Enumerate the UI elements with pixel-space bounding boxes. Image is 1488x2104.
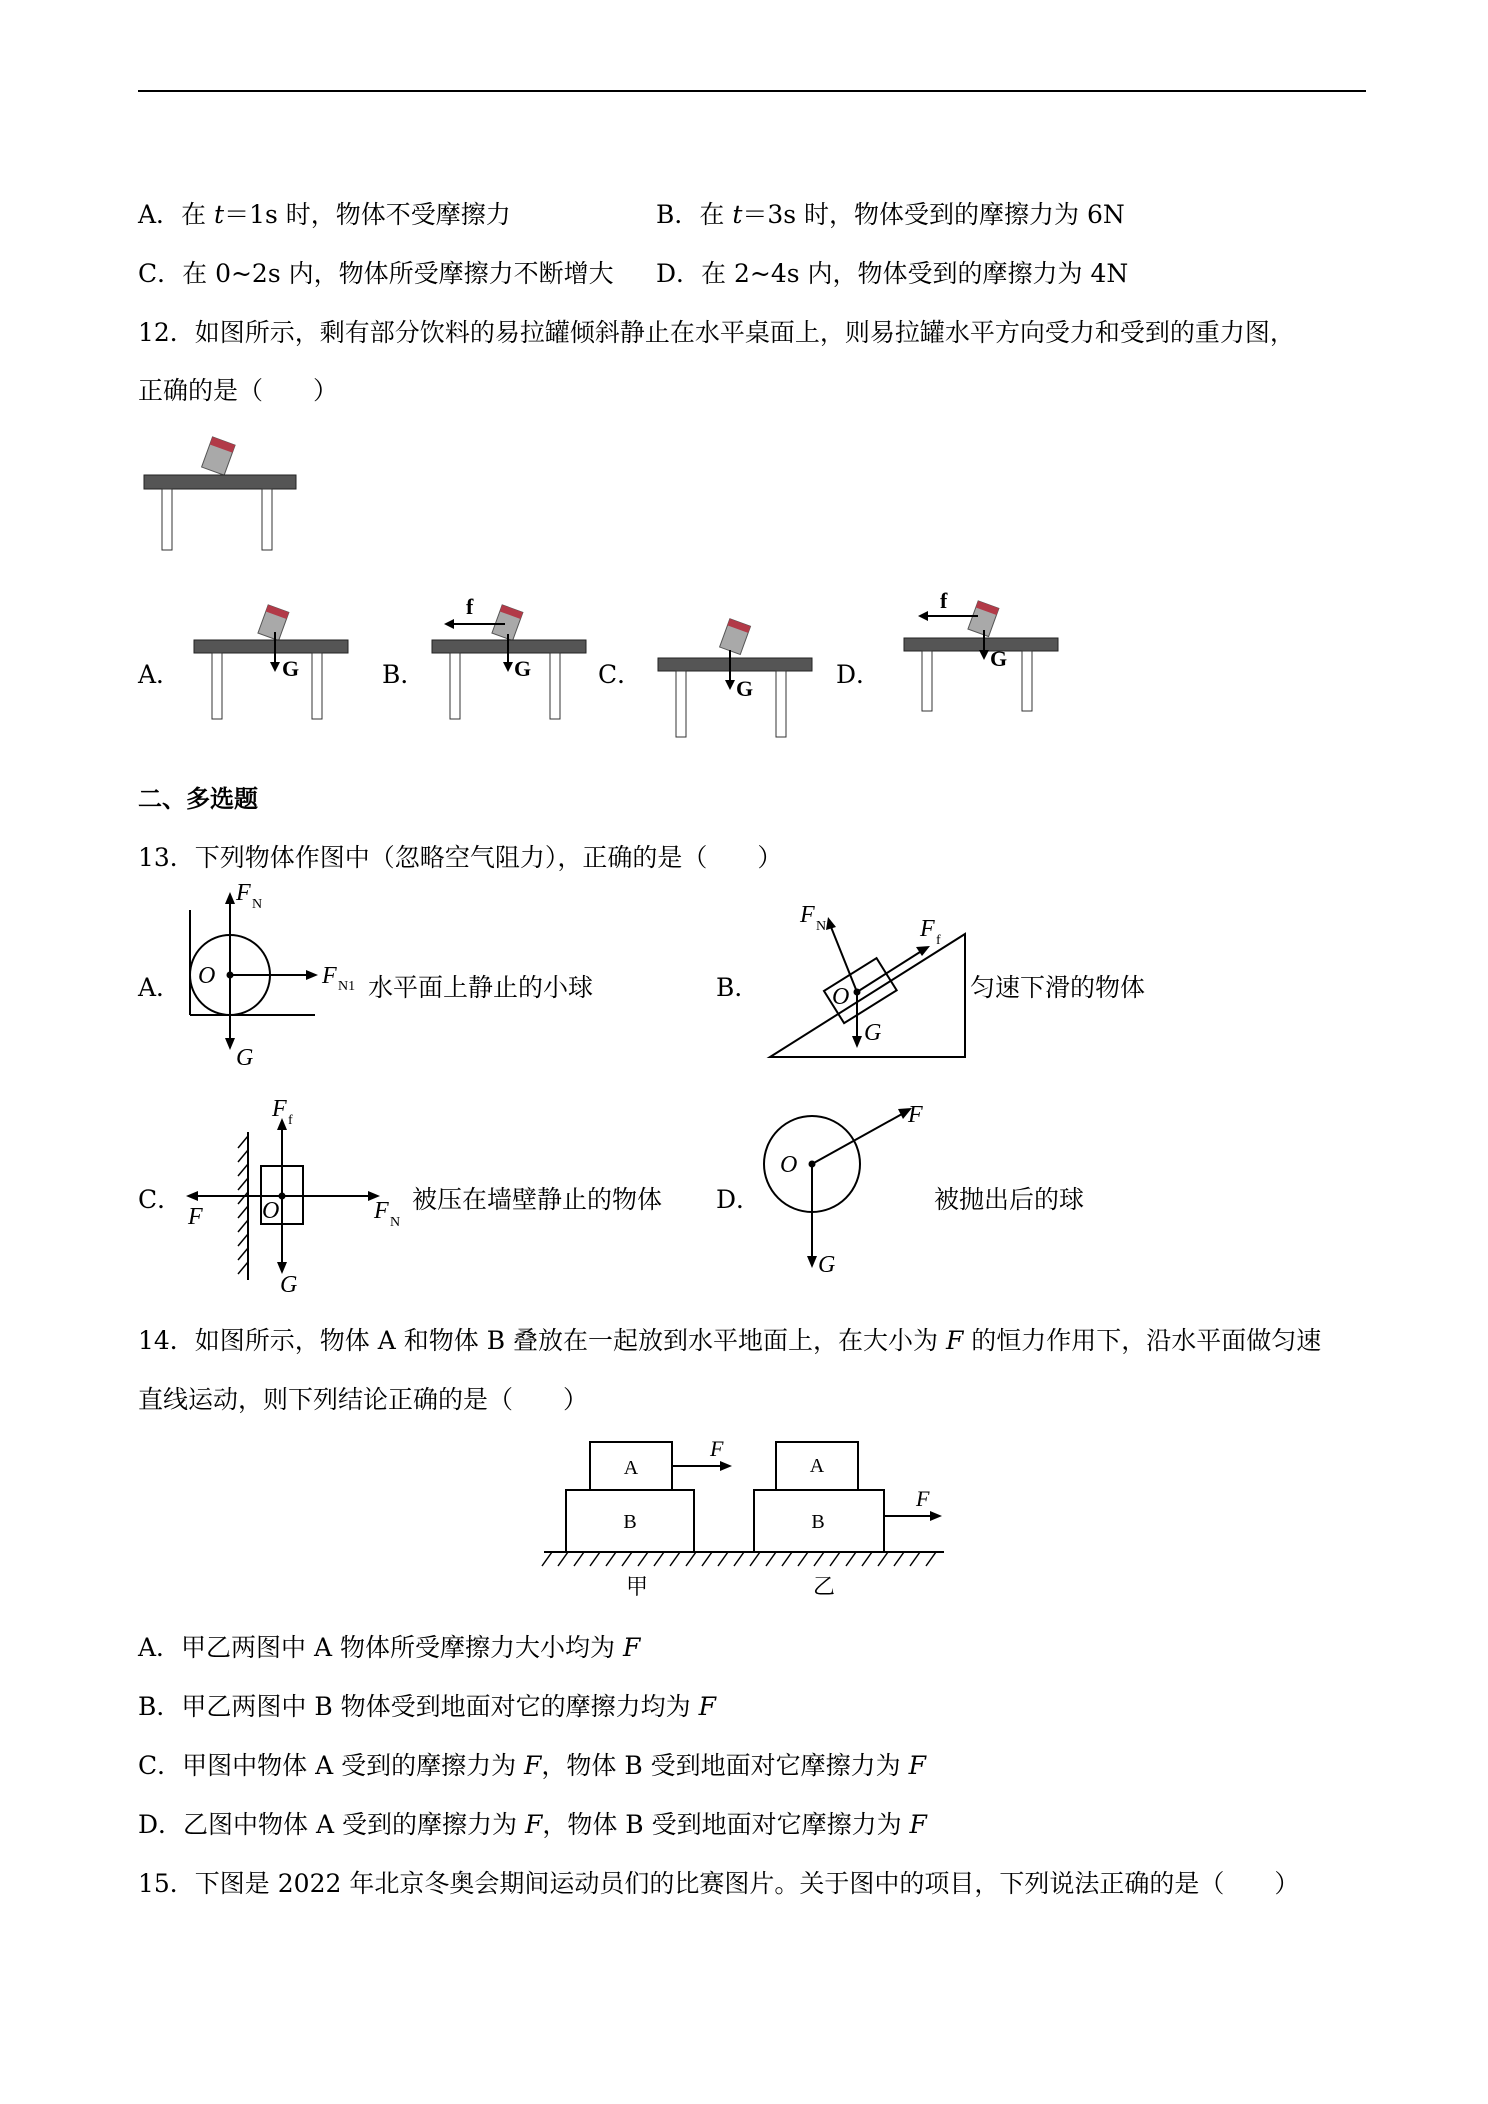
q13-option-b-figure <box>760 892 970 1067</box>
svg-text:A: A <box>809 1455 825 1477</box>
q12-option-b-figure <box>430 590 600 730</box>
q12-option-d-figure <box>902 586 1072 721</box>
gravity-label: G <box>282 656 300 681</box>
q13-option-b-caption: 匀速下滑的物体 <box>970 973 1146 1002</box>
svg-text:G: G <box>514 656 532 681</box>
svg-text:F: F <box>908 1102 923 1128</box>
q12-option-d-label: D． <box>836 660 882 689</box>
q12-option-c-label: C． <box>598 660 643 689</box>
q12-option-c-figure <box>656 612 821 747</box>
q14-stem-line2: 直线运动，则下列结论正确的是（ ） <box>138 1385 589 1414</box>
q13-option-d-caption: 被抛出后的球 <box>934 1185 1085 1214</box>
q12-option-a-figure <box>192 602 362 732</box>
q11-option-c: C．在 0~2s 内，物体所受摩擦力不断增大 <box>138 259 614 288</box>
table-top <box>144 475 296 489</box>
q14-option-b: B．甲乙两图中 B 物体受到地面对它的摩擦力均为 F <box>138 1692 716 1721</box>
svg-text:N: N <box>252 897 263 912</box>
svg-text:O: O <box>832 984 850 1010</box>
table-leg <box>162 489 172 550</box>
svg-text:F: F <box>710 1436 724 1461</box>
q11-option-d: D．在 2~4s 内，物体受到的摩擦力为 4N <box>656 259 1129 288</box>
q13-option-c-figure <box>182 1094 412 1298</box>
svg-text:乙: 乙 <box>812 1574 836 1599</box>
svg-text:G: G <box>236 1045 254 1071</box>
q12-option-b-label: B． <box>382 660 426 689</box>
q13-option-d-figure <box>760 1100 950 1290</box>
svg-text:F: F <box>322 963 337 989</box>
svg-text:F: F <box>916 1486 930 1511</box>
svg-text:甲: 甲 <box>625 1574 649 1599</box>
q13-option-c-label: C． <box>138 1185 183 1214</box>
svg-text:B: B <box>811 1511 825 1533</box>
q11-option-b: B．在 t＝3s 时，物体受到的摩擦力为 6N <box>656 200 1125 229</box>
tilted-can <box>202 437 235 475</box>
svg-text:G: G <box>818 1252 836 1278</box>
q13-option-a-figure <box>180 880 380 1070</box>
svg-text:G: G <box>990 646 1008 671</box>
q13-option-b-label: B． <box>716 973 760 1002</box>
svg-text:N1: N1 <box>338 979 356 994</box>
svg-text:F: F <box>188 1204 203 1230</box>
svg-text:F: F <box>800 902 815 928</box>
svg-text:A: A <box>623 1457 639 1479</box>
svg-text:N: N <box>390 1215 401 1230</box>
svg-text:F: F <box>374 1198 389 1224</box>
header-rule <box>138 90 1366 92</box>
svg-text:O: O <box>198 963 216 989</box>
q15-stem: 15．下图是 2022 年北京冬奥会期间运动员们的比赛图片。关于图中的项目，下列说法正确的是（ ） <box>138 1869 1300 1898</box>
q14-option-c: C．甲图中物体 A 受到的摩擦力为 F，物体 B 受到地面对它摩擦力为 F <box>138 1751 926 1780</box>
q12-stem-line1: 12．如图所示，剩有部分饮料的易拉罐倾斜静止在水平桌面上，则易拉罐水平方向受力和受到的重力图， <box>138 318 1295 347</box>
svg-text:F: F <box>236 880 251 906</box>
svg-text:N: N <box>816 919 827 934</box>
q14-stem-line1: 14．如图所示，物体 A 和物体 B 叠放在一起放到水平地面上，在大小为 F 的恒力作用下，沿水平面做匀速 <box>138 1326 1322 1355</box>
svg-text:B: B <box>623 1511 637 1533</box>
q14-option-d: D．乙图中物体 A 受到的摩擦力为 F，物体 B 受到地面对它摩擦力为 F <box>138 1810 927 1839</box>
svg-text:G: G <box>736 676 754 701</box>
friction-label: f <box>466 594 474 619</box>
q13-stem: 13．下列物体作图中（忽略空气阻力），正确的是（ ） <box>138 843 783 872</box>
svg-text:G: G <box>864 1020 882 1046</box>
svg-text:f: f <box>940 588 948 613</box>
svg-text:G: G <box>280 1272 298 1298</box>
q11-option-a: A．在 t＝1s 时，物体不受摩擦力 <box>138 200 511 229</box>
svg-text:O: O <box>780 1152 798 1178</box>
section-heading: 二、多选题 <box>138 785 258 813</box>
q12-option-a-label: A． <box>138 660 182 689</box>
q13-option-a-caption: 水平面上静止的小球 <box>368 973 594 1002</box>
svg-text:F: F <box>272 1096 287 1122</box>
q12-stem-line2: 正确的是（ ） <box>138 376 339 405</box>
svg-text:f: f <box>288 1113 293 1128</box>
svg-text:F: F <box>920 916 935 942</box>
table-leg <box>262 489 272 550</box>
q13-option-c-caption: 被压在墙壁静止的物体 <box>412 1185 663 1214</box>
svg-text:O: O <box>262 1198 280 1224</box>
q13-option-a-label: A． <box>138 973 182 1002</box>
q13-option-d-label: D． <box>716 1185 762 1214</box>
svg-text:f: f <box>936 933 941 948</box>
q14-option-a: A．甲乙两图中 A 物体所受摩擦力大小均为 F <box>138 1633 641 1662</box>
q12-figure-can-on-table <box>140 430 300 555</box>
q14-diagram <box>540 1432 950 1602</box>
